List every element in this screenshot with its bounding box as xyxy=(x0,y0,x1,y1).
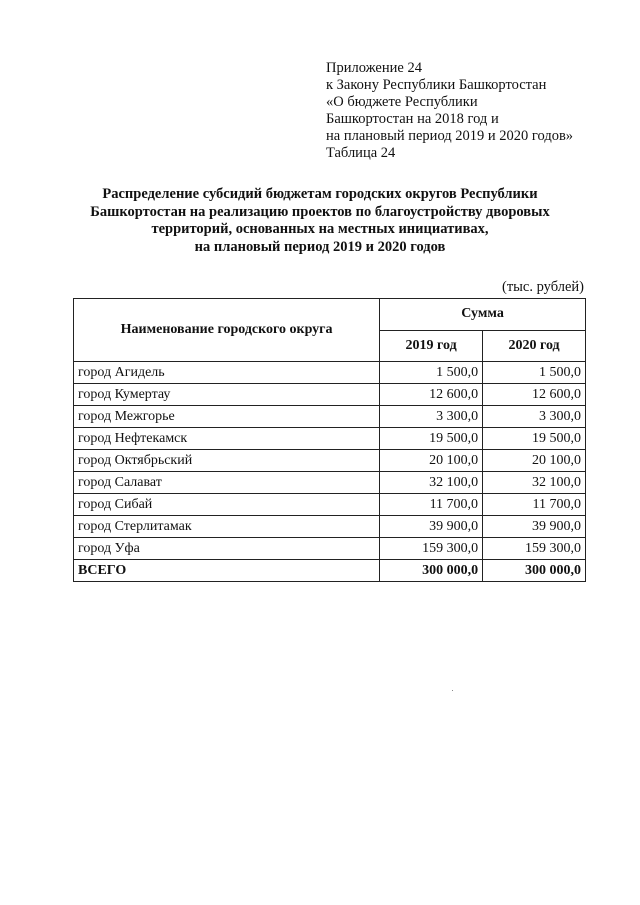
appendix-line: Башкортостан на 2018 год и xyxy=(326,111,499,127)
total-row xyxy=(74,560,586,582)
table-row xyxy=(74,516,586,538)
total-2019: 300 000,0 xyxy=(380,560,483,582)
appendix-line: «О бюджете Республики xyxy=(326,94,478,110)
amount-2019: 32 100,0 xyxy=(380,472,483,494)
district-name: город Сибай xyxy=(74,494,380,516)
header-sum: Сумма xyxy=(380,299,586,331)
amount-2019: 20 100,0 xyxy=(380,450,483,472)
amount-2020: 12 600,0 xyxy=(483,384,586,406)
table-row xyxy=(74,406,586,428)
total-label: ВСЕГО xyxy=(74,560,380,582)
district-name: город Стерлитамак xyxy=(74,516,380,538)
amount-2019: 19 500,0 xyxy=(380,428,483,450)
amount-2020: 11 700,0 xyxy=(483,494,586,516)
appendix-line: Приложение 24 xyxy=(326,60,422,76)
table-row xyxy=(74,472,586,494)
amount-2020: 39 900,0 xyxy=(483,516,586,538)
district-name: город Нефтекамск xyxy=(74,428,380,450)
district-name: город Агидель xyxy=(74,362,380,384)
amount-2020: 159 300,0 xyxy=(483,538,586,560)
district-name: город Салават xyxy=(74,472,380,494)
table-row xyxy=(74,494,586,516)
header-year-2020: 2020 год xyxy=(483,330,586,362)
table-row xyxy=(74,384,586,406)
document-title xyxy=(60,186,580,256)
title-line: Башкортостан на реализацию проектов по благоустройству дворовых xyxy=(90,203,550,220)
appendix-header xyxy=(326,60,573,162)
district-name: город Уфа xyxy=(74,538,380,560)
table-row xyxy=(74,538,586,560)
amount-2020: 3 300,0 xyxy=(483,406,586,428)
header-year-2019: 2019 год xyxy=(380,330,483,362)
amount-2019: 3 300,0 xyxy=(380,406,483,428)
title-line: Распределение субсидий бюджетам городских округов Республики xyxy=(102,186,538,202)
table-row xyxy=(74,450,586,472)
district-name: город Кумертау xyxy=(74,384,380,406)
amount-2020: 1 500,0 xyxy=(483,362,586,384)
district-name: город Межгорье xyxy=(74,406,380,428)
title-line: территорий, основанных на местных инициативах, xyxy=(151,221,489,237)
amount-2019: 39 900,0 xyxy=(380,516,483,538)
scan-speck xyxy=(452,690,453,691)
appendix-line: Таблица 24 xyxy=(326,145,396,161)
table-row xyxy=(74,362,586,384)
amount-2020: 32 100,0 xyxy=(483,472,586,494)
total-2020: 300 000,0 xyxy=(483,560,586,582)
amount-2020: 20 100,0 xyxy=(483,450,586,472)
amount-2019: 1 500,0 xyxy=(380,362,483,384)
title-line: на плановый период 2019 и 2020 годов xyxy=(194,238,446,255)
subsidy-table xyxy=(73,298,586,582)
appendix-line: к Закону Республики Башкортостан xyxy=(326,77,547,93)
appendix-line: на плановый период 2019 и 2020 годов» xyxy=(326,128,574,144)
units-label: (тыс. рублей) xyxy=(502,279,584,295)
amount-2019: 159 300,0 xyxy=(380,538,483,560)
district-name: город Октябрьский xyxy=(74,450,380,472)
amount-2019: 12 600,0 xyxy=(380,384,483,406)
amount-2020: 19 500,0 xyxy=(483,428,586,450)
amount-2019: 11 700,0 xyxy=(380,494,483,516)
table-row xyxy=(74,428,586,450)
header-district-name: Наименование городского округа xyxy=(74,299,380,362)
